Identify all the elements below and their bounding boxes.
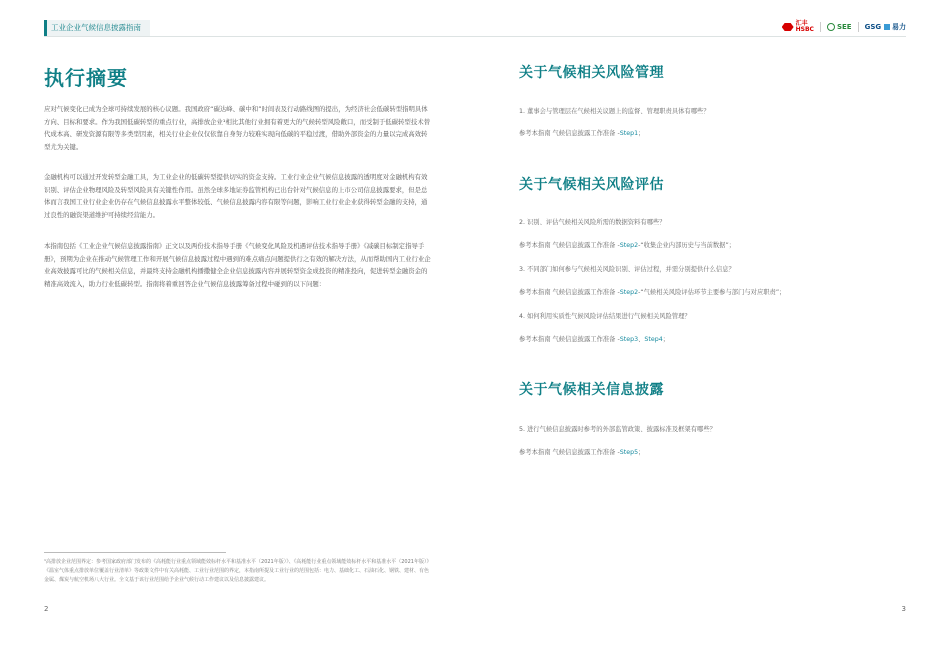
document-header-tab: 工业企业气候信息披露指南 (44, 20, 150, 36)
summary-paragraph-2: 金融机构可以通过开发转型金融工具，为工业企业的低碳转型提供切实的资金支持。工业行业企业气候信息披露的透明度对金融机构有效识别、评估企业物理风险及转型风险具有关键性作用。虽然全球多地证券监管机构已出台针对气候信息的上市公司信息披露要求，但是总体而言我国工业行业企业仍存在气候信息披露水平整体较低、气候信息披露内容有限等问题，影响工业行业企业获得转型金融的支持，通过良性的融资渠道维护可持续经营能力。 (44, 173, 428, 219)
question-item: 5. 进行气候信息披露时参考的外部监管政策、披露标准及框架有哪些？ (519, 426, 716, 433)
question-item: 2. 识别、评估气候相关风险所需的数据资料有哪些？ (519, 219, 666, 226)
gsg-logo: GSG 易力 (864, 23, 906, 31)
step-link[interactable]: Step5 (619, 449, 639, 456)
reference-item: 参考本指南 气候信息披露工作准备 -Step2-“气候相关风险评估环节主要参与部门与对应职责”； (519, 289, 786, 296)
hsbc-logo (782, 21, 814, 33)
page-title: 执行摘要 (44, 66, 128, 90)
section-title-risk-management: 关于气候相关风险管理 (519, 65, 664, 81)
reference-item: 参考本指南 气候信息披露工作准备 -Step3、Step4； (519, 336, 670, 343)
summary-paragraph-3: 本指南包括《工业企业气候信息披露指南》正文以及两份技术指导手册《气候变化风险及机遇评估技术指导手册》《减碳目标制定指导手册》，预期为企业在推动气候管理工作和开展气候信息披露过程中遇到的难点痛点问题提供行之有效的解决方法，从而帮助国内工业行业企业高效披露可比的气候相关信息，并最终支持金融机构播撒健全企业信息披露内容并展转型资金成投资的精准投向，促进转型金融资金的精准高效流入，助力行业低碳转型。指南将着重回答企业气候信息披露筹备过程中碰到的以下问题： (44, 242, 431, 288)
footnote-divider (44, 552, 226, 553)
partner-logos (782, 21, 906, 33)
section-title-disclosure: 关于气候相关信息披露 (519, 382, 664, 398)
see-circle-icon (827, 23, 835, 31)
step-link[interactable]: Step4 (644, 336, 663, 343)
question-item: 4. 如何利用实质性气候风险评估结果进行气候相关风险管理？ (519, 313, 691, 320)
reference-item: 参考本指南 气候信息披露工作准备 -Step5； (519, 449, 645, 456)
section-title-risk-assessment: 关于气候相关风险评估 (519, 177, 664, 193)
question-item: 3. 不同部门如何参与气候相关风险识别、评估过程，并需分别提供什么信息？ (519, 266, 735, 273)
summary-paragraph-1: 应对气候变化已成为全球可持续发展的核心议题。我国政府“碳达峰、碳中和”时间表及行动路线图的提出，为经济社会低碳转型指明具体方向、目标和要求。作为我国低碳转型的重点行业，高排放企业¹相比其他行业拥有着更大的气候转型风险敞口，而受制于低碳转型技术替代成本高、研发资源有限等多类型因素，相关行业企业仅仅依靠自身努力较难实现向低碳的平稳过渡，借助外部资金的力量以完成高效转型尤为关键。 (44, 105, 430, 151)
logo-separator (858, 22, 859, 32)
hsbc-hexagon-icon (782, 23, 794, 31)
header-divider (44, 36, 906, 37)
page-number-right: 3 (901, 605, 906, 613)
footnote: ¹高排放企业范围界定：参考国家政府部门发布的《高耗能行业重点领域能效标杆水平和基准水平（2021年版）》、《高耗能行业重点领域能效标杆水平和基准水平（2021年版）》《温室气体重点排放单位覆盖行业清单》等政策文件中有关高耗能、工业行业范围的界定，本指南所提及工业行业的范围包括：电力、基础化工、石油石化、钢铁、建材、有色金属、煤炭与航空机场八大行业。全文基于该行业范围给予企业气候行动工作建议以及信息披露建议。 (44, 559, 432, 583)
step-link[interactable]: Step3 (619, 336, 639, 343)
question-item: 1. 董事会与管理层在气候相关议题上的监督、管理职责具体有哪些？ (519, 108, 710, 115)
hsbc-cn-text: 汇丰 (795, 20, 808, 27)
logo-separator (820, 22, 821, 32)
step-link[interactable]: Step1 (619, 130, 639, 137)
see-logo: SEE (827, 23, 852, 31)
step-link[interactable]: Step2 (619, 289, 639, 296)
gsg-mark-icon (884, 24, 890, 30)
reference-item: 参考本指南 气候信息披露工作准备 -Step2-“收集企业内部历史与当前数据”； (519, 242, 736, 249)
hsbc-en-text: HSBC (795, 26, 814, 33)
page-number-left: 2 (44, 605, 49, 613)
reference-item: 参考本指南 气候信息披露工作准备 -Step1； (519, 130, 645, 137)
step-link[interactable]: Step2 (619, 242, 639, 249)
